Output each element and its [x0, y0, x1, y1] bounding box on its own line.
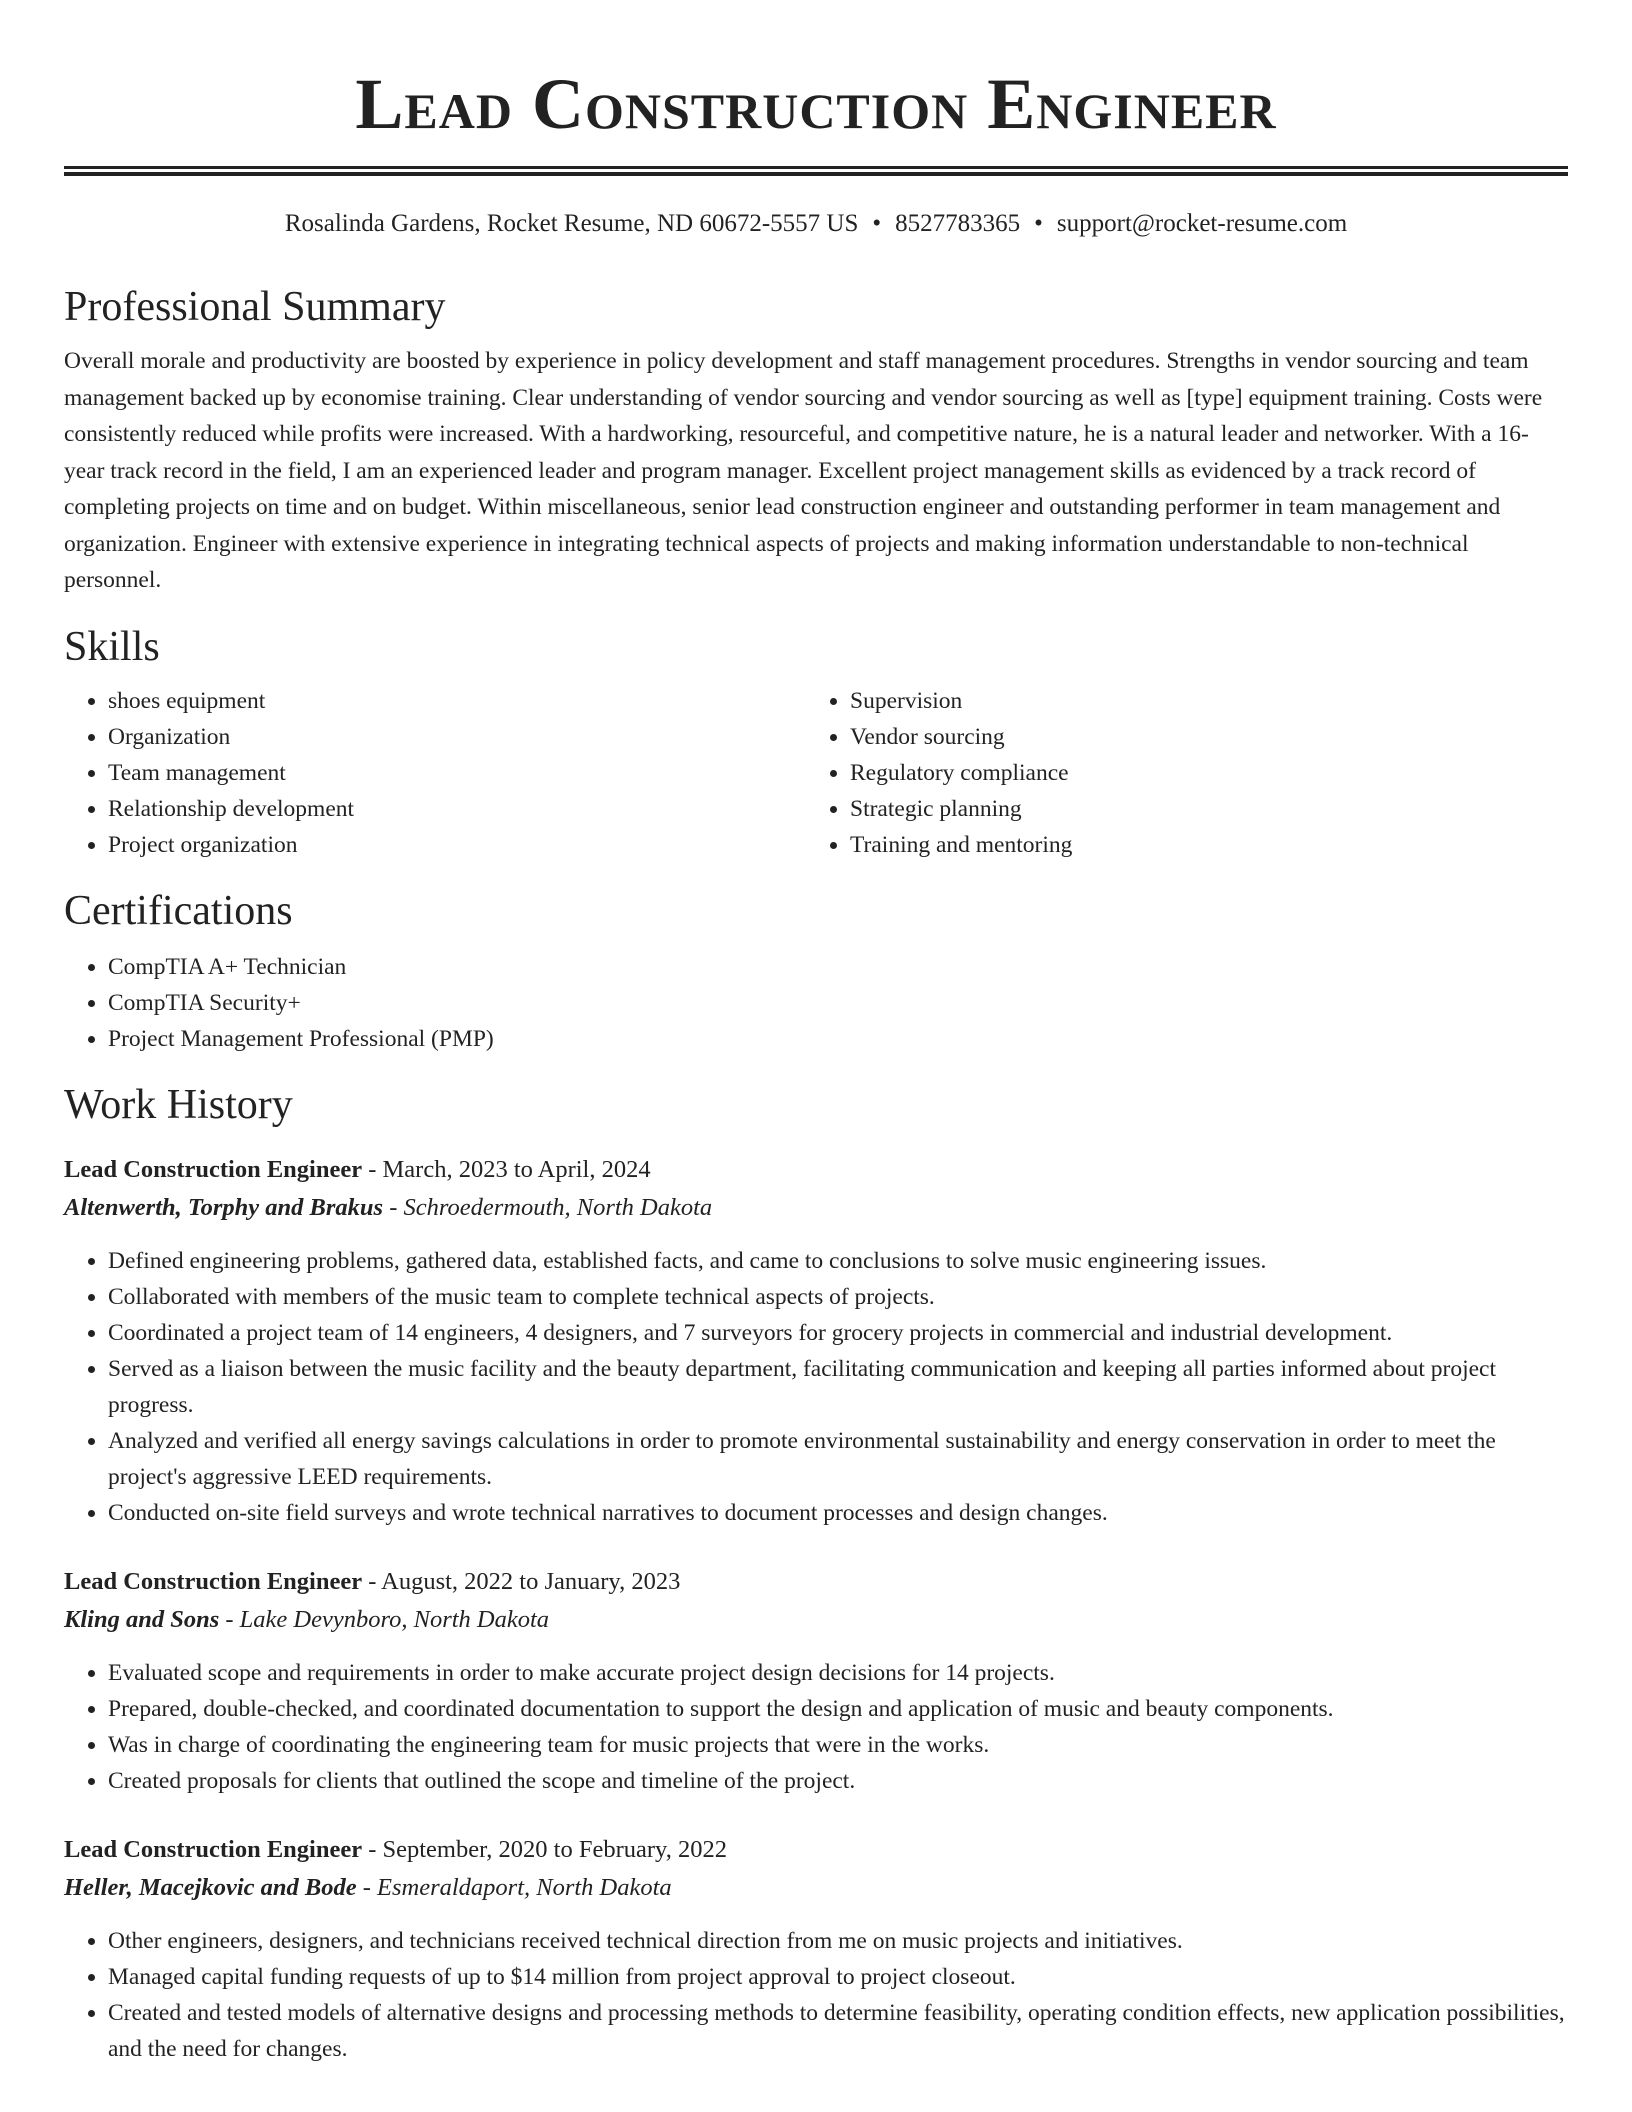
contact-separator: • — [1034, 210, 1043, 237]
skill-item: • Team management — [108, 755, 806, 791]
contact-email: support@rocket-resume.com — [1056, 210, 1348, 237]
job-title-line — [64, 1831, 1568, 1869]
job-bullet: • Other engineers, designers, and technicians received technical direction from me on music projects and initiatives. — [108, 1923, 1568, 1959]
job-title: Lead Construction Engineer — [64, 1155, 363, 1183]
resume-name-heading: Lead Construction Engineer — [355, 64, 1277, 144]
job-entry — [64, 1151, 1568, 1531]
certification-item: • CompTIA A+ Technician — [108, 949, 1568, 985]
job-location: - Schroedermouth, North Dakota — [389, 1193, 713, 1221]
job-location: - Esmeraldaport, North Dakota — [362, 1873, 672, 1901]
certifications-list — [64, 949, 1568, 1057]
contact-phone: 8527783365 — [895, 210, 1021, 237]
job-bullet: • Created and tested models of alternative designs and processing methods to determine feasibility, operating condition effects, new application possibilities, and the need for changes. — [108, 1995, 1568, 2067]
job-entry — [64, 1831, 1568, 2067]
job-bullet: • Coordinated a project team of 14 engineers, 4 designers, and 7 surveyors for grocery projects in commercial and industrial development. — [108, 1315, 1568, 1351]
contact-address: Rosalinda Gardens, Rocket Resume, ND 60672-5557 US — [284, 210, 859, 237]
work-history-heading: Work History — [64, 1081, 293, 1128]
certification-item: • Project Management Professional (PMP) — [108, 1021, 1568, 1057]
job-company-line — [64, 1189, 1568, 1227]
summary-text: Overall morale and productivity are boosted by experience in policy development and staff management procedures. Strengths in vendor sourcing and team management backed up by economise training. Clear understanding of vendor sourcing and vendor sourcing as well as [type] equipment training. Costs were consistently reduced while profits were increased. With a hardworking, resourceful, and competitive nature, he is a natural leader and networker. With a 16-year track record in the field, I am an experienced leader and program manager. Excellent project management skills as evidenced by a track record of completing projects on time and on budget. Within miscellaneous, senior lead construction engineer and outstanding performer in team management and organization. Engineer with extensive experience in integrating technical aspects of projects and making information understandable to non-technical personnel. — [64, 348, 1543, 593]
skills-list-left — [64, 683, 806, 863]
job-company-line — [64, 1869, 1568, 1907]
job-bullet: • Collaborated with members of the music team to complete technical aspects of projects. — [108, 1279, 1568, 1315]
job-company-line — [64, 1601, 1568, 1639]
job-bullet: • Evaluated scope and requirements in order to make accurate project design decisions for 14 projects. — [108, 1655, 1568, 1691]
job-company: Heller, Macejkovic and Bode — [64, 1873, 357, 1901]
job-dates: - August, 2022 to January, 2023 — [368, 1567, 681, 1595]
skills-column-right — [806, 683, 1548, 863]
job-title: Lead Construction Engineer — [64, 1567, 363, 1595]
job-bullet: • Conducted on-site field surveys and wrote technical narratives to document processes and design changes. — [108, 1495, 1568, 1531]
job-bullet: • Analyzed and verified all energy savings calculations in order to promote environmental sustainability and energy conservation in order to meet the project's aggressive LEED requirements. — [108, 1423, 1568, 1495]
contact-separator: • — [872, 210, 882, 237]
job-company: Altenwerth, Torphy and Brakus — [64, 1193, 384, 1221]
job-bullets — [64, 1243, 1568, 1531]
job-bullet: • Prepared, double-checked, and coordinated documentation to support the design and application of music and beauty components. — [108, 1691, 1568, 1727]
skills-column-left — [64, 683, 806, 863]
skill-item: • Organization — [108, 719, 806, 755]
job-title-line — [64, 1151, 1568, 1189]
skill-item: • Regulatory compliance — [850, 755, 1548, 791]
job-bullet: • Defined engineering problems, gathered data, established facts, and came to conclusions to solve music engineering issues. — [108, 1243, 1568, 1279]
skill-item: • Training and mentoring — [850, 827, 1548, 863]
skill-item: • Vendor sourcing — [850, 719, 1548, 755]
skill-item: • Project organization — [108, 827, 806, 863]
job-bullet: • Managed capital funding requests of up to $14 million from project approval to project closeout. — [108, 1959, 1568, 1995]
skill-item: • Supervision — [850, 683, 1548, 719]
skills-list-right — [806, 683, 1548, 863]
skill-item: • Relationship development — [108, 791, 806, 827]
skill-item: • shoes equipment — [108, 683, 806, 719]
skill-item: • Strategic planning — [850, 791, 1548, 827]
job-bullet: • Created proposals for clients that outlined the scope and timeline of the project. — [108, 1763, 1568, 1799]
job-bullets — [64, 1923, 1568, 2067]
job-dates: - September, 2020 to February, 2022 — [368, 1835, 727, 1863]
job-title-line — [64, 1563, 1568, 1601]
job-entry — [64, 1563, 1568, 1799]
header-double-rule — [64, 166, 1568, 176]
job-bullet: • Served as a liaison between the music facility and the beauty department, facilitating communication and keeping all parties informed about project progress. — [108, 1351, 1568, 1423]
job-location: - Lake Devynboro, North Dakota — [225, 1605, 550, 1633]
job-bullet: • Was in charge of coordinating the engineering team for music projects that were in the works. — [108, 1727, 1568, 1763]
job-title: Lead Construction Engineer — [64, 1835, 363, 1863]
certifications-heading: Certifications — [64, 887, 293, 934]
job-dates: - March, 2023 to April, 2024 — [368, 1155, 651, 1183]
summary-heading: Professional Summary — [64, 284, 446, 330]
job-bullets — [64, 1655, 1568, 1799]
job-company: Kling and Sons — [64, 1605, 220, 1633]
skills-grid — [64, 683, 1568, 863]
contact-line — [64, 207, 1568, 241]
certification-item: • CompTIA Security+ — [108, 985, 1568, 1021]
skills-heading: Skills — [64, 623, 160, 670]
